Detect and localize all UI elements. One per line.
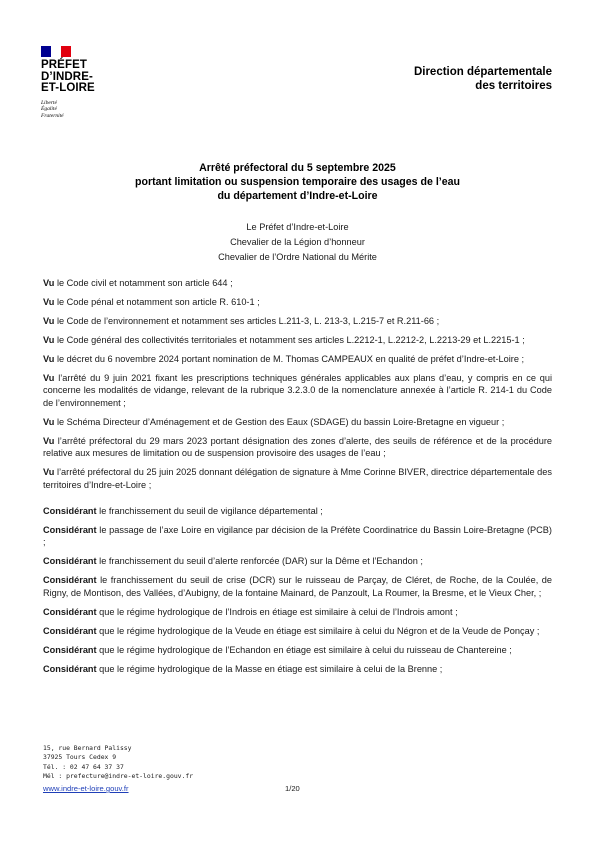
vu-paragraph: [43, 416, 552, 428]
direction-line: des territoires: [475, 80, 552, 92]
motto-line: Fraternité: [41, 112, 64, 119]
considerant-text: le passage de l’axe Loire en vigilance par décision de la Préfète Coordinatrice du Bassin Loire-Bretagne (PCB) ;: [43, 525, 552, 548]
vu-paragraph: [43, 296, 552, 308]
footer-address: [43, 744, 193, 782]
considerant-label: Considérant: [43, 525, 97, 536]
issuing-direction: [414, 65, 552, 93]
address-email: Mél : prefecture@indre-et-loire.gouv.fr: [43, 772, 194, 781]
considerant-label: Considérant: [43, 575, 97, 586]
considerant-label: Considérant: [43, 625, 97, 636]
considerant-paragraph: [43, 663, 552, 675]
signatory-line: Chevalier de la Légion d’honneur: [230, 237, 365, 247]
vu-label: Vu: [43, 435, 55, 446]
vu-text: le Code civil et notamment son article 644 ;: [54, 278, 233, 288]
vu-label: Vu: [43, 354, 55, 364]
vu-paragraph: [43, 466, 552, 491]
considerant-label: Considérant: [43, 506, 97, 517]
motto-line: Liberté: [41, 99, 57, 106]
prefet-name: [41, 60, 111, 95]
vu-text: le Schéma Directeur d’Aménagement et de Gestion des Eaux (SDAGE) du bassin Loire-Bretagne en vigueur ;: [54, 416, 505, 427]
vu-paragraph: [43, 315, 552, 327]
vu-label: Vu: [43, 278, 55, 288]
address-line: 15, rue Bernard Palissy: [43, 744, 132, 752]
signatory-block: [43, 220, 552, 265]
document-body: [43, 277, 552, 682]
vu-text: le Code de l’environnement et notamment ses articles L.211-3, L. 213-3, L.215-7 et R.211-66 ;: [54, 316, 440, 326]
considerant-label: Considérant: [43, 606, 97, 617]
document-title: [43, 161, 552, 203]
considerant-text: le franchissement du seuil de vigilance départemental ;: [96, 506, 323, 517]
considerant-text: que le régime hydrologique de la Masse en étiage est similaire à celui de la Brenne ;: [96, 663, 443, 674]
signatory-line: Le Préfet d’Indre-et-Loire: [246, 222, 349, 232]
vu-label: Vu: [43, 335, 55, 345]
vu-text: l’arrêté préfectoral du 29 mars 2023 portant désignation des zones d’alerte, des seuils de référence et de la procédure relative aux mesures de limitation ou de suspension provisoire des usages de l’eau ;: [43, 435, 552, 459]
vu-paragraph: [43, 435, 552, 460]
considerant-paragraph: [43, 606, 552, 618]
flag-red-stripe: [61, 46, 71, 57]
vu-text: l’arrêté du 9 juin 2021 fixant les prescriptions techniques générales applicables aux plans d’eau, y compris en ce qui concerne les modalités de vidange, relevant de la rubrique 3.2.3.0 de la nomenclature annexée à l’article R. 214-1 du Code de l’environnement ;: [43, 373, 552, 408]
republic-motto: [41, 100, 111, 120]
considerant-paragraph: [43, 574, 552, 599]
vu-paragraph: [43, 372, 552, 409]
vu-text: le Code général des collectivités territoriales et notamment ses articles L.2212-1, L.2212-2, L.2213-29 et L.2215-1 ;: [54, 335, 525, 345]
considerant-paragraph: [43, 644, 552, 656]
french-flag-icon: [41, 46, 71, 57]
considerant-label: Considérant: [43, 663, 97, 674]
title-line: du département d’Indre-et-Loire: [217, 190, 378, 202]
vu-paragraph: [43, 353, 552, 365]
considerant-label: Considérant: [43, 644, 97, 655]
considerant-text: que le régime hydrologique de l’Echandon en étiage est similaire à celui du ruisseau de Chantereine ;: [96, 644, 512, 655]
vu-label: Vu: [43, 416, 55, 427]
flag-white-stripe: [51, 46, 61, 57]
prefet-name-line: PRÉFET: [41, 59, 87, 71]
considerant-text: le franchissement du seuil de crise (DCR) sur le ruisseau de Parçay, de Cléret, de Roche, de la Coulée, de Rigny, de Montison, des Vallées, d’Aubigny, de la fontaine Mainard, de Panzoult, La Roumer, la Bresme, et le Vieux Cher, ;: [43, 575, 552, 598]
vu-label: Vu: [43, 316, 55, 326]
vu-paragraph: [43, 334, 552, 346]
motto-line: Égalité: [41, 106, 57, 112]
considerant-text: que le régime hydrologique de la Veude en étiage est similaire à celui du Négron et de la Veude de Ponçay ;: [96, 625, 540, 636]
considerant-paragraph: [43, 555, 552, 567]
considerant-paragraph: [43, 505, 552, 517]
vu-text: le décret du 6 novembre 2024 portant nomination de M. Thomas CAMPEAUX en qualité de préfet d’Indre-et-Loire ;: [54, 354, 525, 364]
vu-label: Vu: [43, 297, 55, 307]
title-line: Arrêté préfectoral du 5 septembre 2025: [199, 162, 396, 174]
address-phone: Tél. : 02 47 64 37 37: [43, 762, 124, 771]
considerant-paragraph: [43, 524, 552, 549]
considerant-text: le franchissement du seuil d’alerte renforcée (DAR) sur la Dême et l’Echandon ;: [96, 556, 423, 567]
flag-blue-stripe: [41, 46, 51, 57]
page-number: 1/20: [285, 784, 300, 793]
considerant-text: que le régime hydrologique de l’Indrois en étiage est similaire à celui de l’Indrois amont ;: [96, 606, 458, 617]
vu-text: l’arrêté préfectoral du 25 juin 2025 donnant délégation de signature à Mme Corinne BIVER, directrice départementale des territoires d’Indre-et-Loire ;: [43, 467, 552, 490]
address-line: 37925 Tours Cedex 9: [43, 753, 117, 762]
vu-label: Vu: [43, 467, 55, 478]
signatory-line: Chevalier de l’Ordre National du Mérite: [218, 252, 377, 262]
website-link[interactable]: www.indre-et-loire.gouv.fr: [43, 784, 129, 793]
title-line: portant limitation ou suspension temporaire des usages de l’eau: [135, 176, 460, 188]
prefet-name-line: ET-LOIRE: [41, 82, 95, 94]
vu-paragraph: [43, 277, 552, 289]
prefecture-logo: [41, 46, 111, 119]
vu-text: le Code pénal et notamment son article R. 610-1 ;: [54, 297, 260, 307]
vu-label: Vu: [43, 373, 55, 383]
considerant-label: Considérant: [43, 556, 97, 567]
prefet-name-line: D’INDRE-: [41, 70, 93, 83]
considerant-paragraph: [43, 625, 552, 637]
direction-line: Direction départementale: [413, 66, 552, 78]
